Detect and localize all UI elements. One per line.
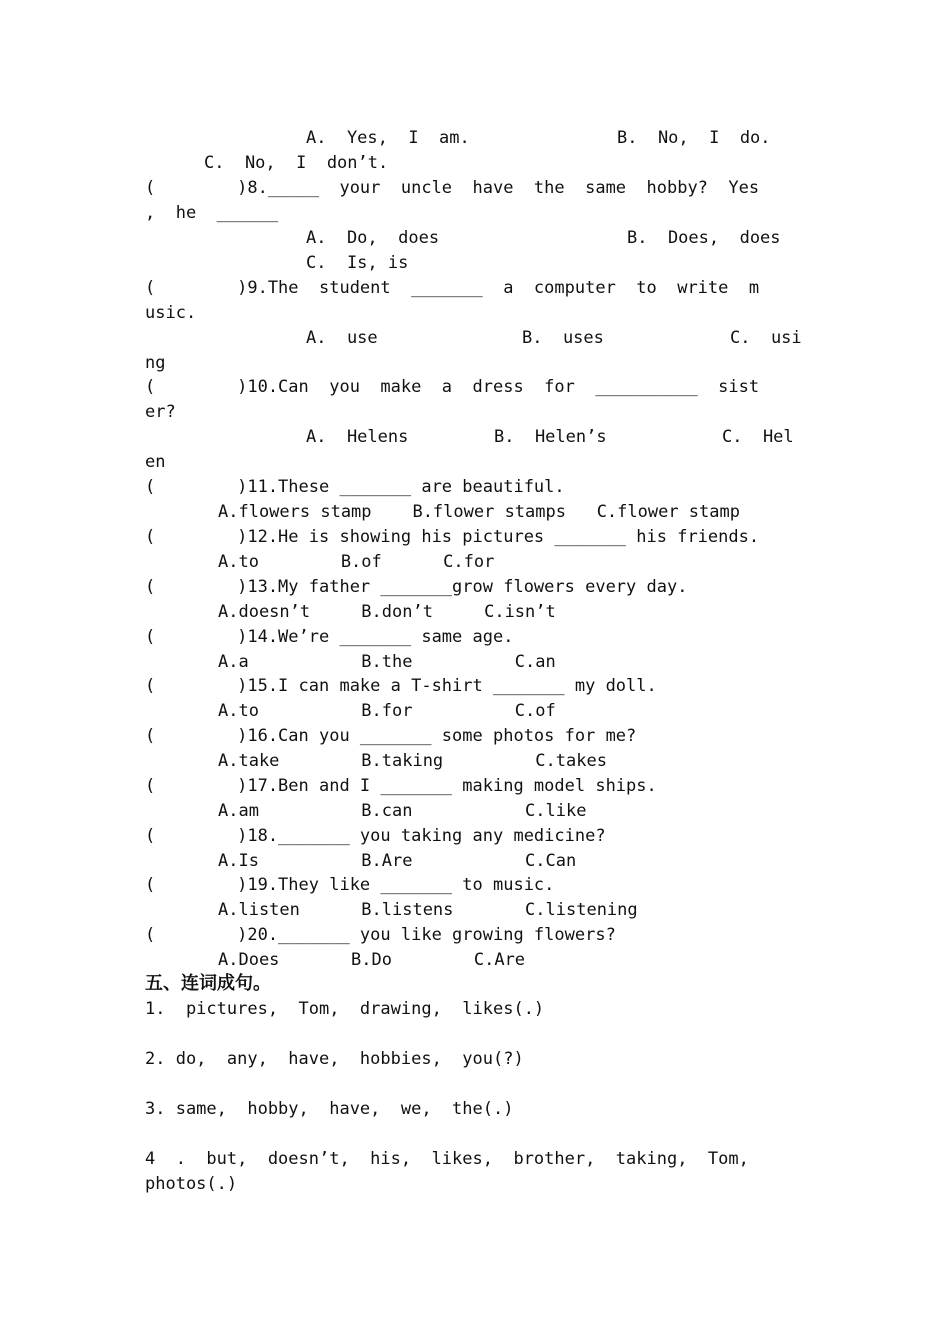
section5-item-4: 4 . but, doesn’t, his, likes, brother, taking, Tom, xyxy=(145,1149,749,1169)
section5-item-3: 3. same, hobby, have, we, the(.) xyxy=(145,1099,514,1119)
q8-stem: ( )8._____ your uncle have the same hobby? Yes xyxy=(145,178,760,198)
q17-options: A.am B.can C.like xyxy=(218,801,587,821)
q7-option-c: C. No, I don’t. xyxy=(204,153,389,173)
q9-stem-cont: usic. xyxy=(145,303,197,323)
q14-stem: ( )14.We’re _______ same age. xyxy=(145,627,514,647)
q8-option-b: B. Does, does xyxy=(627,228,781,248)
q20-options: A.Does B.Do C.Are xyxy=(218,950,526,970)
section5-item-1: 1. pictures, Tom, drawing, likes(.) xyxy=(145,999,545,1019)
q11-stem: ( )11.These _______ are beautiful. xyxy=(145,477,565,497)
q8-option-c: C. Is, is xyxy=(306,253,409,273)
q9-option-b: B. uses xyxy=(522,328,604,348)
q8-stem-cont: , he ______ xyxy=(145,203,279,223)
q10-option-a: A. Helens xyxy=(306,427,409,447)
q19-stem: ( )19.They like _______ to music. xyxy=(145,875,555,895)
q18-stem: ( )18._______ you taking any medicine? xyxy=(145,826,606,846)
q12-options: A.to B.of C.for xyxy=(218,552,495,572)
q16-stem: ( )16.Can you _______ some photos for me? xyxy=(145,726,637,746)
q15-stem: ( )15.I can make a T-shirt _______ my doll. xyxy=(145,676,657,696)
q9-stem: ( )9.The student _______ a computer to write m xyxy=(145,278,760,298)
q10-stem-cont: er? xyxy=(145,402,176,422)
q10-option-b: B. Helen’s xyxy=(494,427,607,447)
q9-option-c-cont: ng xyxy=(145,353,166,373)
q13-options: A.doesn’t B.don’t C.isn’t xyxy=(218,602,556,622)
q16-options: A.take B.taking C.takes xyxy=(218,751,607,771)
q7-option-b: B. No, I do. xyxy=(617,128,771,148)
q10-option-c: C. Hel xyxy=(722,427,794,447)
section5-item-2: 2. do, any, have, hobbies, you(?) xyxy=(145,1049,524,1069)
section5-heading: 五、连词成句。 xyxy=(145,973,271,994)
q13-stem: ( )13.My father _______grow flowers every day. xyxy=(145,577,688,597)
q8-option-a: A. Do, does xyxy=(306,228,440,248)
q15-options: A.to B.for C.of xyxy=(218,701,556,721)
q17-stem: ( )17.Ben and I _______ making model ships. xyxy=(145,776,657,796)
q14-options: A.a B.the C.an xyxy=(218,652,556,672)
q20-stem: ( )20._______ you like growing flowers? xyxy=(145,925,616,945)
section5-item-4-cont: photos(.) xyxy=(145,1174,238,1194)
q19-options: A.listen B.listens C.listening xyxy=(218,900,638,920)
q10-stem: ( )10.Can you make a dress for __________ sist xyxy=(145,377,760,397)
q9-option-a: A. use xyxy=(306,328,378,348)
q11-options: A.flowers stamp B.flower stamps C.flower stamp xyxy=(218,502,740,522)
q7-option-a: A. Yes, I am. xyxy=(306,128,470,148)
q9-option-c: C. usi xyxy=(730,328,802,348)
q10-option-c-cont: en xyxy=(145,452,166,472)
q18-options: A.Is B.Are C.Can xyxy=(218,851,577,871)
q12-stem: ( )12.He is showing his pictures _______ his friends. xyxy=(145,527,760,547)
